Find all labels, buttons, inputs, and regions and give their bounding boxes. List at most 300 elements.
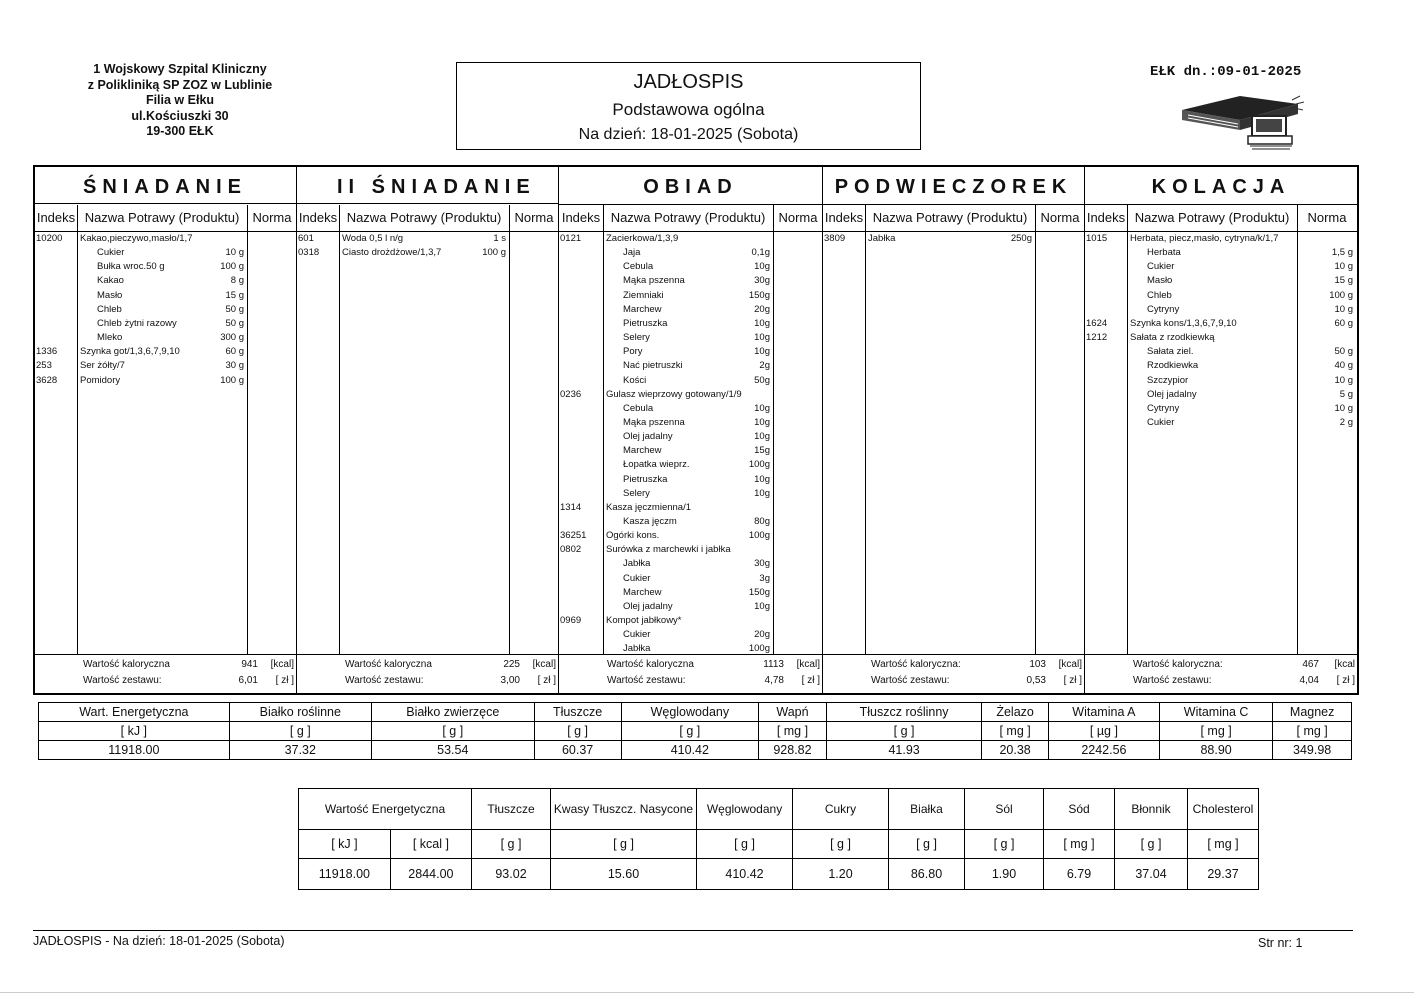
totals-unit-cell: [ mg ] (759, 722, 827, 741)
item-name: Masło (1147, 275, 1173, 287)
summary-value-cell: 93.02 (472, 859, 551, 890)
item-name: Marchew (623, 445, 662, 457)
column-header-index: Indeks (36, 210, 76, 225)
list-item (559, 232, 822, 246)
footer-text: JADŁOSPIS - Na dzień: 18-01-2025 (Sobota) (33, 934, 285, 948)
list-item (1085, 289, 1357, 303)
item-norm: 30g (754, 275, 770, 287)
totals-header-cell: Białko roślinne (229, 703, 371, 722)
summary-unit-cell: [ g ] (551, 830, 697, 859)
item-name: Cebula (623, 261, 654, 273)
item-name: Nać pietruszki (623, 360, 683, 372)
item-norm: 150g (748, 289, 770, 301)
hospital-line: ul.Kościuszki 30 (131, 108, 229, 123)
totals-header-cell: Węglowodany (621, 703, 758, 722)
list-item (559, 501, 822, 515)
list-item (1085, 246, 1357, 260)
list-item (559, 458, 822, 472)
summary-value-cell: 2844.00 (390, 859, 471, 890)
column-header-norm: Norma (1307, 210, 1347, 225)
item-norm: 300 g (220, 332, 244, 344)
column-header-norm: Norma (778, 210, 818, 225)
item-name: Bułka wroc.50 g (97, 261, 165, 273)
hospital-line: 19-300 EŁK (146, 124, 214, 138)
table-row (299, 789, 1259, 830)
list-item (1085, 260, 1357, 274)
summary-value-cell: 1.90 (965, 859, 1044, 890)
totals-value-cell: 410.42 (621, 741, 758, 760)
totals-header-cell: Magnez (1273, 703, 1352, 722)
hospital-line: Filia w Ełku (145, 93, 215, 107)
list-item (1085, 331, 1357, 345)
list-item (1085, 345, 1357, 359)
totals-header-cell: Tłuszcze (534, 703, 621, 722)
item-index: 0969 (560, 615, 582, 627)
summary-value-cell: 15.60 (551, 859, 697, 890)
list-item (559, 388, 822, 402)
summary-unit-cell: [ kJ ] (299, 830, 391, 859)
item-name: Chleb (97, 303, 122, 315)
list-item (1085, 388, 1357, 402)
summary-unit-cell: [ g ] (1115, 830, 1188, 859)
item-norm: 100 g (220, 261, 244, 273)
meal-column (1085, 167, 1357, 693)
column-header-row (35, 205, 296, 232)
summary-unit-cell: [ g ] (472, 830, 551, 859)
meal-summary (35, 654, 296, 693)
summary-unit-cell: [ kcal ] (390, 830, 471, 859)
summary-kcal-unit: [kcal] (532, 659, 556, 670)
item-norm: 15 g (1334, 275, 1353, 287)
totals-value-cell: 20.38 (982, 741, 1049, 760)
list-item (559, 557, 822, 571)
totals-unit-cell: [ g ] (371, 722, 534, 741)
item-name: Cukier (623, 629, 651, 641)
list-item (559, 317, 822, 331)
item-norm: 10g (754, 473, 770, 485)
summary-cost: 4,78 (764, 675, 784, 686)
summary-header-cell: Białka (889, 789, 965, 830)
summary-cost: 4,04 (1299, 675, 1319, 686)
item-name: Ciasto drożdżowe/1,3,7 (342, 247, 442, 259)
column-header-index: Indeks (824, 210, 864, 225)
summary-cost-label: Wartość zestawu: (871, 675, 950, 686)
item-norm: 10g (754, 346, 770, 358)
item-name: Pomidory (80, 374, 121, 386)
meal-title: II ŚNIADANIE (297, 167, 558, 204)
item-norm: 50 g (225, 303, 244, 315)
list-item (559, 359, 822, 373)
totals-value-cell: 928.82 (759, 741, 827, 760)
item-name: Masło (97, 289, 123, 301)
summary-kcal-label: Wartość kaloryczna: (1133, 659, 1223, 670)
totals-unit-cell: [ mg ] (982, 722, 1049, 741)
item-norm: 150g (748, 586, 770, 598)
list-item (559, 331, 822, 345)
summary-cost-label: Wartość zestawu: (1133, 675, 1212, 686)
summary-kcal-unit: [kcal] (1058, 659, 1082, 670)
list-item (559, 289, 822, 303)
item-name: Szynka kons/1,3,6,7,9,10 (1130, 317, 1237, 329)
summary-kcal-label: Wartość kaloryczna (607, 659, 694, 670)
column-header-name: Nazwa Potrawy (Produktu) (346, 210, 502, 225)
item-norm: 100g (748, 643, 770, 655)
item-name: Mąka pszenna (623, 416, 685, 428)
item-norm: 10g (754, 487, 770, 499)
item-name: Mleko (97, 332, 123, 344)
item-norm: 8 g (230, 275, 244, 287)
list-item (297, 232, 558, 246)
item-name: Sałata z rzodkiewką (1130, 332, 1215, 344)
item-norm: 60 g (1334, 317, 1353, 329)
item-norm: 2 g (1339, 416, 1353, 428)
item-norm: 100g (748, 459, 770, 471)
column-header-row (297, 205, 558, 232)
column-header-index: Indeks (561, 210, 601, 225)
totals-unit-cell: [ g ] (229, 722, 371, 741)
summary-value-cell: 1.20 (793, 859, 889, 890)
list-item (559, 515, 822, 529)
item-norm: 100 g (1329, 289, 1353, 301)
list-item (823, 232, 1084, 246)
list-item (35, 303, 296, 317)
item-index: 1314 (560, 501, 582, 513)
item-norm: 80g (754, 516, 770, 527)
list-item (1085, 317, 1357, 331)
item-index: 1624 (1086, 317, 1108, 329)
totals-header-cell: Wart. Energetyczna (39, 703, 230, 722)
summary-kcal: 941 (241, 659, 258, 670)
summary-header-cell: Tłuszcze (472, 789, 551, 830)
page-title: JADŁOSPIS (633, 71, 744, 93)
meal-summary (1085, 654, 1357, 693)
summary-cost-label: Wartość zestawu: (345, 675, 424, 686)
item-name: Szynka got/1,3,6,7,9,10 (80, 346, 180, 358)
summary-cost-unit: [ zł ] (801, 675, 820, 686)
summary-kcal-unit: [kcal] (270, 659, 294, 670)
meal-title: ŚNIADANIE (35, 167, 296, 204)
list-item (559, 487, 822, 501)
item-index: 601 (298, 233, 314, 244)
summary-kcal-label: Wartość kaloryczna (83, 659, 170, 670)
list-item (559, 586, 822, 600)
item-name: Ziemniaki (623, 289, 664, 301)
item-norm: 10g (754, 416, 770, 428)
item-norm: 10 g (1334, 374, 1353, 386)
item-norm: 2g (759, 360, 770, 372)
meal-items (35, 232, 296, 656)
nutrition-totals-table (38, 702, 1352, 760)
summary-header-cell: Sód (1044, 789, 1115, 830)
summary-kcal-label: Wartość kaloryczna (345, 659, 432, 670)
list-item (1085, 303, 1357, 317)
item-name: Surówka z marchewki i jabłka (606, 544, 731, 556)
nutrition-summary-table (298, 788, 1259, 890)
item-index: 3628 (36, 374, 58, 386)
item-norm: 30g (754, 558, 770, 570)
item-index: 0318 (298, 247, 320, 259)
summary-unit-cell: [ g ] (889, 830, 965, 859)
totals-value-cell: 88.90 (1159, 741, 1272, 760)
list-item (559, 374, 822, 388)
summary-unit-cell: [ g ] (965, 830, 1044, 859)
menu-table (33, 165, 1359, 695)
totals-header-cell: Białko zwierzęce (371, 703, 534, 722)
summary-cost-unit: [ zł ] (537, 675, 556, 686)
list-item (559, 246, 822, 260)
item-name: Zacierkowa/1,3,9 (606, 233, 679, 244)
item-norm: 15 g (225, 289, 244, 301)
item-name: Kakao,pieczywo,masło/1,7 (80, 233, 193, 244)
item-index: 10200 (36, 233, 63, 244)
item-index: 0802 (560, 544, 582, 556)
totals-unit-cell: [ g ] (534, 722, 621, 741)
table-row (39, 703, 1352, 722)
summary-kcal-unit: [kcal] (796, 659, 820, 670)
list-item (35, 260, 296, 274)
item-name: Olej jadalny (1147, 388, 1197, 400)
item-norm: 10g (754, 600, 770, 612)
item-name: Jabłka (623, 643, 651, 655)
totals-value-cell: 11918.00 (39, 741, 230, 760)
item-name: Selery (623, 332, 650, 344)
summary-cost-unit: [ zł ] (1063, 675, 1082, 686)
item-norm: 20g (754, 629, 770, 641)
list-item (297, 246, 558, 260)
item-norm: 1 s (493, 233, 506, 244)
item-index: 1336 (36, 346, 58, 358)
totals-unit-cell: [ mg ] (1273, 722, 1352, 741)
summary-unit-cell: [ g ] (697, 830, 793, 859)
item-name: Kakao (97, 275, 124, 287)
meal-items (1085, 232, 1357, 656)
item-name: Herbata (1147, 247, 1181, 259)
footer-divider (33, 930, 1353, 931)
summary-header-cell: Sól (965, 789, 1044, 830)
title-box (456, 62, 921, 150)
item-name: Szczypior (1147, 374, 1189, 386)
item-index: 1015 (1086, 233, 1108, 244)
meal-column (823, 167, 1085, 693)
list-item (1085, 232, 1357, 246)
table-row (299, 830, 1259, 859)
item-norm: 15g (754, 445, 770, 457)
column-header-row (823, 205, 1084, 232)
item-name: Chleb (1147, 289, 1172, 301)
item-name: Kasza jęczmienna/1 (606, 501, 692, 513)
item-norm: 5 g (1339, 388, 1353, 400)
list-item (1085, 374, 1357, 388)
column-header-index: Indeks (1086, 210, 1126, 225)
item-name: Pietruszka (623, 473, 668, 485)
summary-cost-unit: [ zł ] (1336, 675, 1355, 686)
list-item (35, 374, 296, 388)
item-norm: 50 g (225, 317, 244, 329)
item-norm: 60 g (225, 346, 244, 358)
item-name: Jabłka (868, 233, 896, 244)
meal-column (35, 167, 297, 693)
list-item (559, 402, 822, 416)
summary-unit-cell: [ mg ] (1044, 830, 1115, 859)
totals-value-cell: 60.37 (534, 741, 621, 760)
totals-value-cell: 53.54 (371, 741, 534, 760)
item-name: Cukier (97, 247, 125, 259)
item-norm: 10g (754, 261, 770, 273)
list-item (559, 260, 822, 274)
summary-header-cell: Wartość Energetyczna (299, 789, 472, 830)
item-name: Pietruszka (623, 317, 668, 329)
item-name: Kości (623, 374, 647, 386)
item-norm: 100 g (220, 374, 244, 386)
column-header-name: Nazwa Potrawy (Produktu) (1134, 210, 1290, 225)
list-item (559, 416, 822, 430)
summary-header-cell: Cukry (793, 789, 889, 830)
list-item (559, 628, 822, 642)
list-item (1085, 359, 1357, 373)
item-name: Ogórki kons. (606, 530, 660, 542)
item-norm: 3g (759, 572, 770, 584)
summary-value-cell: 29.37 (1188, 859, 1259, 890)
list-item (35, 317, 296, 331)
summary-value-cell: 37.04 (1115, 859, 1188, 890)
hospital-line: 1 Wojskowy Szpital Kliniczny (93, 62, 267, 76)
item-name: Woda 0,5 l n/g (342, 233, 404, 244)
column-header-norm: Norma (1040, 210, 1080, 225)
item-name: Marchew (623, 586, 662, 598)
totals-unit-cell: [ g ] (826, 722, 981, 741)
item-name: Cukier (623, 572, 651, 584)
column-header-index: Indeks (298, 210, 338, 225)
list-item (1085, 274, 1357, 288)
summary-header-cell: Kwasy Tłuszcz. Nasycone (551, 789, 697, 830)
hospital-line: z Polikliniką SP ZOZ w Lublinie (87, 77, 273, 92)
item-norm: 20g (754, 303, 770, 315)
list-item (559, 430, 822, 444)
totals-unit-cell: [ g ] (621, 722, 758, 741)
issue-date: EŁK dn.:09-01-2025 (1150, 64, 1302, 80)
column-header-name: Nazwa Potrawy (Produktu) (84, 210, 240, 225)
summary-kcal: 103 (1029, 659, 1046, 670)
column-header-name: Nazwa Potrawy (Produktu) (610, 210, 766, 225)
item-norm: 50 g (1334, 346, 1353, 358)
meal-column (559, 167, 823, 693)
list-item (35, 345, 296, 359)
column-header-name: Nazwa Potrawy (Produktu) (872, 210, 1028, 225)
item-name: Łopatka wieprz. (623, 459, 690, 471)
menu-date: Na dzień: 18-01-2025 (Sobota) (578, 126, 799, 143)
list-item (559, 444, 822, 458)
meal-title: KOLACJA (1085, 167, 1357, 205)
summary-cost-unit: [ zł ] (275, 675, 294, 686)
item-name: Cytryny (1147, 402, 1180, 414)
summary-kcal-label: Wartość kaloryczna: (871, 659, 961, 670)
list-item (559, 614, 822, 628)
item-name: Jabłka (623, 558, 651, 570)
list-item (559, 274, 822, 288)
summary-cost: 0,53 (1026, 675, 1046, 686)
totals-header-cell: Witamina C (1159, 703, 1272, 722)
summary-cost: 3,00 (500, 675, 520, 686)
totals-header-cell: Żelazo (982, 703, 1049, 722)
item-index: 36251 (560, 530, 587, 542)
summary-cost: 6,01 (238, 675, 258, 686)
column-header-norm: Norma (252, 210, 292, 225)
column-header-norm: Norma (514, 210, 554, 225)
meal-column (297, 167, 559, 693)
totals-unit-cell: [ kJ ] (39, 722, 230, 741)
item-name: Kasza jęczm (623, 516, 677, 527)
list-item (35, 246, 296, 260)
item-index: 1212 (1086, 332, 1108, 344)
summary-value-cell: 6.79 (1044, 859, 1115, 890)
summary-cost-label: Wartość zestawu: (83, 675, 162, 686)
item-name: Ser żółty/7 (80, 360, 125, 372)
item-norm: 30 g (225, 360, 244, 372)
item-norm: 10 g (1334, 303, 1353, 315)
item-norm: 10g (754, 402, 770, 414)
item-name: Olej jadalny (623, 600, 673, 612)
table-row (39, 722, 1352, 741)
totals-value-cell: 41.93 (826, 741, 981, 760)
item-name: Gulasz wieprzowy gotowany/1/9 (606, 388, 742, 400)
meal-items (297, 232, 558, 656)
item-norm: 10 g (225, 247, 244, 259)
totals-value-cell: 2242.56 (1048, 741, 1159, 760)
page-number: Str nr: 1 (1258, 936, 1303, 950)
totals-header-cell: Tłuszcz roślinny (826, 703, 981, 722)
summary-value-cell: 410.42 (697, 859, 793, 890)
summary-kcal: 225 (503, 659, 520, 670)
summary-kcal-unit: [kcal (1334, 659, 1355, 670)
totals-unit-cell: [ mg ] (1159, 722, 1272, 741)
item-name: Cebula (623, 402, 654, 414)
summary-value-cell: 86.80 (889, 859, 965, 890)
item-norm: 10 g (1334, 261, 1353, 273)
list-item (559, 345, 822, 359)
item-norm: 50g (754, 374, 770, 386)
summary-kcal: 1113 (763, 659, 784, 670)
table-row (39, 741, 1352, 760)
item-name: Cytryny (1147, 303, 1180, 315)
totals-header-cell: Wapń (759, 703, 827, 722)
item-norm: 0,1g (751, 247, 770, 259)
list-item (35, 359, 296, 373)
list-item (35, 274, 296, 288)
item-name: Chleb żytni razowy (97, 317, 177, 329)
item-name: Olej jadalny (623, 431, 673, 443)
item-index: 253 (36, 360, 52, 372)
summary-header-cell: Węglowodany (697, 789, 793, 830)
list-item (559, 529, 822, 543)
item-name: Mąka pszenna (623, 275, 685, 287)
totals-header-cell: Witamina A (1048, 703, 1159, 722)
meal-summary (823, 654, 1084, 693)
diet-type: Podstawowa ogólna (612, 100, 765, 119)
list-item (559, 543, 822, 557)
item-name: Sałata ziel. (1147, 346, 1194, 358)
list-item (1085, 416, 1357, 430)
item-name: Cukier (1147, 416, 1175, 428)
meal-title: OBIAD (559, 167, 822, 205)
item-norm: 10g (754, 317, 770, 329)
book-computer-logo-icon (1180, 90, 1310, 152)
list-item (559, 473, 822, 487)
summary-kcal: 467 (1302, 659, 1319, 670)
item-name: Pory (623, 346, 643, 358)
list-item (559, 303, 822, 317)
item-name: Marchew (623, 303, 662, 315)
meal-items (559, 232, 822, 656)
